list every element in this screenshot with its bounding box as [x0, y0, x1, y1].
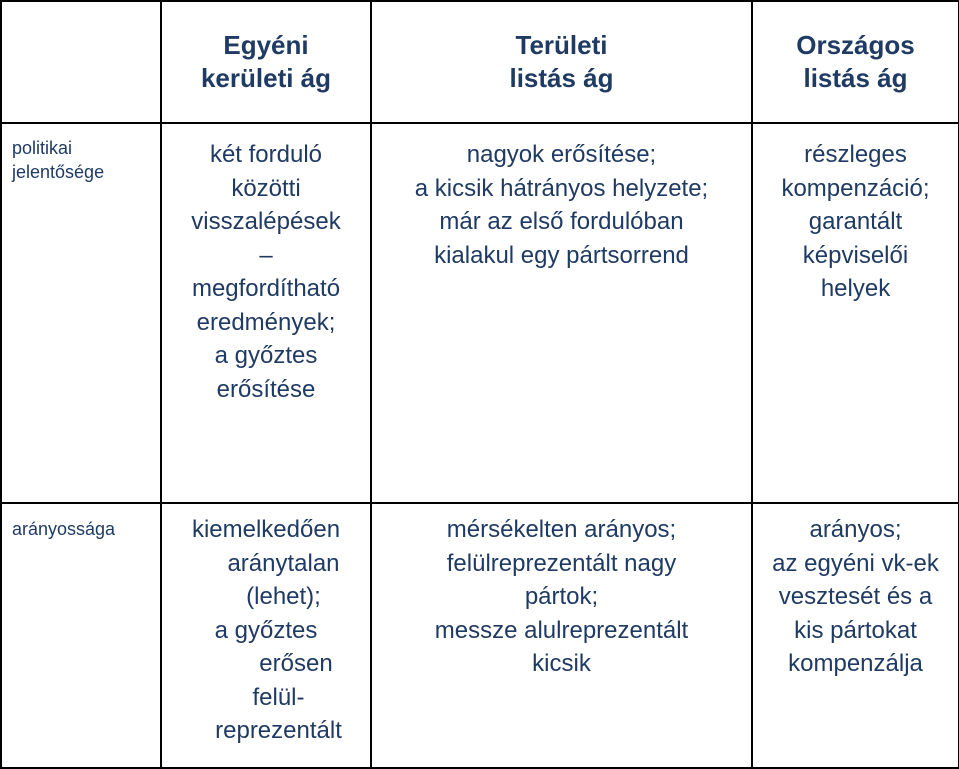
cell-line: aránytalan: [227, 549, 340, 577]
header-orszagos-listas-ag: [752, 1, 959, 123]
row-label-politikai-jelentosege: [1, 123, 161, 503]
cell-orszagos-aranyossaga: [752, 503, 959, 768]
cell-line: (lehet);: [246, 583, 321, 610]
row-label-aranyossaga: [1, 503, 161, 768]
row-label-line: politikai: [12, 138, 73, 158]
header-line: listás ág: [509, 63, 614, 93]
cell-teruleti-politikai: [371, 123, 752, 503]
cell-egyeni-politikai: [161, 123, 371, 503]
cell-line: mérsékelten arányos;: [446, 516, 677, 543]
cell-line: garantált: [808, 208, 903, 235]
cell-line: nagyok erősítése;: [466, 141, 657, 168]
row-label-line: arányossága: [12, 519, 116, 539]
cell-line: kialakul egy pártsorrend: [434, 241, 689, 269]
cell-teruleti-aranyossaga: [371, 503, 752, 768]
header-egyeni-keruleti-ag: [161, 1, 371, 123]
cell-line: a győztes: [214, 616, 318, 644]
cell-line: a kicsik hátrányos helyzete;: [414, 174, 709, 202]
cell-line: képviselői: [802, 241, 909, 269]
cell-line: arányos;: [809, 516, 902, 543]
cell-line: helyek: [820, 275, 891, 302]
cell-line: –: [259, 241, 273, 269]
cell-line: messze alulreprezentált: [434, 616, 689, 644]
cell-line: kompenzáció;: [781, 174, 930, 202]
header-empty-cell: [1, 1, 161, 123]
cell-line: vesztesét és a: [778, 583, 933, 610]
cell-line: megfordítható: [191, 275, 341, 302]
header-row: [1, 1, 959, 123]
cell-line: kicsik: [532, 650, 591, 677]
cell-line: visszalépések: [191, 208, 341, 235]
cell-line: felül-: [252, 683, 305, 711]
row-label-line: jelentősége: [12, 162, 105, 182]
cell-line: reprezentált: [215, 717, 342, 744]
cell-line: pártok;: [524, 583, 599, 610]
header-line: Országos: [796, 30, 915, 60]
header-line: Egyéni: [223, 30, 309, 60]
cell-egyeni-aranyossaga: [161, 503, 371, 768]
cell-line: erősen: [259, 650, 333, 677]
cell-line: kiemelkedően: [191, 516, 341, 543]
cell-line: a győztes: [214, 342, 318, 369]
table-row-aranyossaga: [1, 503, 959, 768]
cell-line: eredmények;: [196, 308, 336, 336]
cell-line: az egyéni vk-ek: [772, 549, 939, 577]
cell-orszagos-politikai: [752, 123, 959, 503]
cell-line: két forduló: [209, 141, 323, 168]
header-line: listás ág: [803, 63, 908, 93]
cell-line: már az első fordulóban: [439, 208, 684, 235]
cell-line: részleges: [804, 141, 907, 168]
table-row-politikai-jelentosege: [1, 123, 959, 503]
cell-line: felülreprezentált nagy: [446, 549, 677, 577]
header-line: Területi: [515, 30, 608, 60]
cell-line: kis pártokat: [794, 616, 917, 644]
header-teruleti-listas-ag: [371, 1, 752, 123]
cell-line: erősítése: [216, 375, 316, 403]
cell-line: közötti: [231, 174, 301, 202]
cell-line: kompenzálja: [788, 650, 923, 677]
header-line: kerületi ág: [200, 63, 332, 93]
